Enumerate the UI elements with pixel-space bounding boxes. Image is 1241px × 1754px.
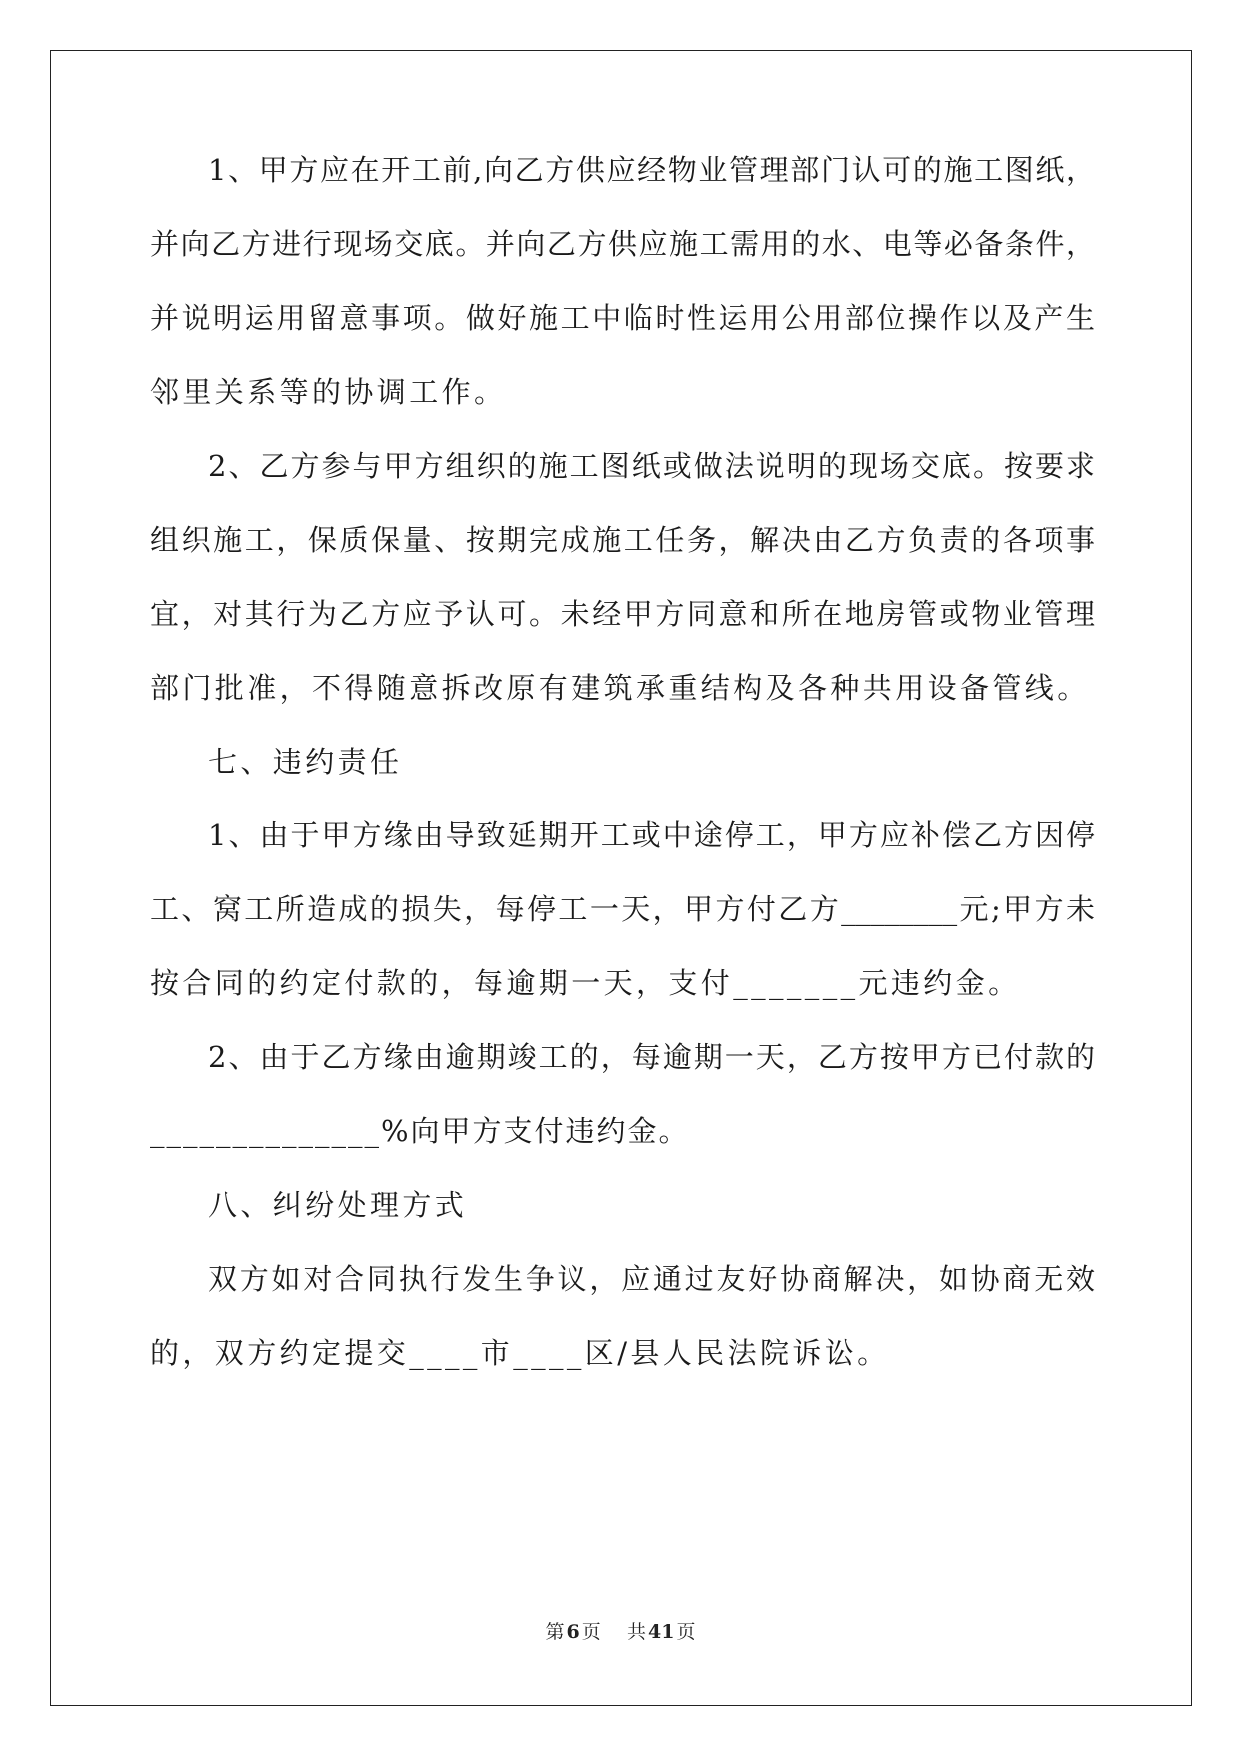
paragraph-2-line-1: 2、乙方参与甲方组织的施工图纸或做法说明的现场交底。按要求 bbox=[208, 449, 1095, 483]
dispute-line-2: 的，双方约定提交____市____区/县人民法院诉讼。 bbox=[150, 1336, 890, 1370]
paragraph-2-line-3: 宜，对其行为乙方应予认可。未经甲方同意和所在地房管或物业管理 bbox=[150, 597, 1095, 631]
paragraph-1-line-1: 1、甲方应在开工前,向乙方供应经物业管理部门认可的施工图纸， bbox=[208, 153, 1095, 187]
page-footer bbox=[0, 1617, 1241, 1644]
breach-item-1-line-1: 1、由于甲方缘由导致延期开工或中途停工，甲方应补偿乙方因停 bbox=[208, 818, 1095, 852]
page-suffix: 页 bbox=[581, 1621, 601, 1643]
paragraph-2-line-4: 部门批准，不得随意拆改原有建筑承重结构及各种共用设备管线。 bbox=[150, 671, 1090, 705]
paragraph-2-line-2: 组织施工，保质保量、按期完成施工任务，解决由乙方负责的各项事 bbox=[150, 523, 1095, 557]
breach-item-1-line-3: 按合同的约定付款的，每逾期一天，支付_______元违约金。 bbox=[150, 966, 1021, 1000]
paragraph-1-line-2: 并向乙方进行现场交底。并向乙方供应施工需用的水、电等必备条件， bbox=[150, 227, 1095, 261]
section-heading-dispute: 八、纠纷处理方式 bbox=[208, 1188, 468, 1222]
paragraph-1-line-3: 并说明运用留意事项。做好施工中临时性运用公用部位操作以及产生 bbox=[150, 301, 1095, 335]
breach-item-2-line-2: ______________%向甲方支付违约金。 bbox=[150, 1114, 690, 1148]
breach-item-2-line-1: 2、由于乙方缘由逾期竣工的，每逾期一天，乙方按甲方已付款的 bbox=[208, 1040, 1095, 1074]
section-heading-breach: 七、违约责任 bbox=[208, 745, 403, 779]
total-pages: 41 bbox=[647, 1621, 675, 1643]
dispute-line-1: 双方如对合同执行发生争议，应通过友好协商解决，如协商无效 bbox=[208, 1262, 1095, 1296]
total-suffix: 页 bbox=[676, 1621, 696, 1643]
paragraph-1-line-4: 邻里关系等的协调工作。 bbox=[150, 375, 507, 409]
total-prefix: 共 bbox=[626, 1621, 646, 1643]
page-number: 6 bbox=[566, 1621, 580, 1643]
page-prefix: 第 bbox=[545, 1621, 565, 1643]
breach-item-1-line-2: 工、窝工所造成的损失，每停工一天，甲方付乙方________元;甲方未 bbox=[150, 892, 1095, 926]
